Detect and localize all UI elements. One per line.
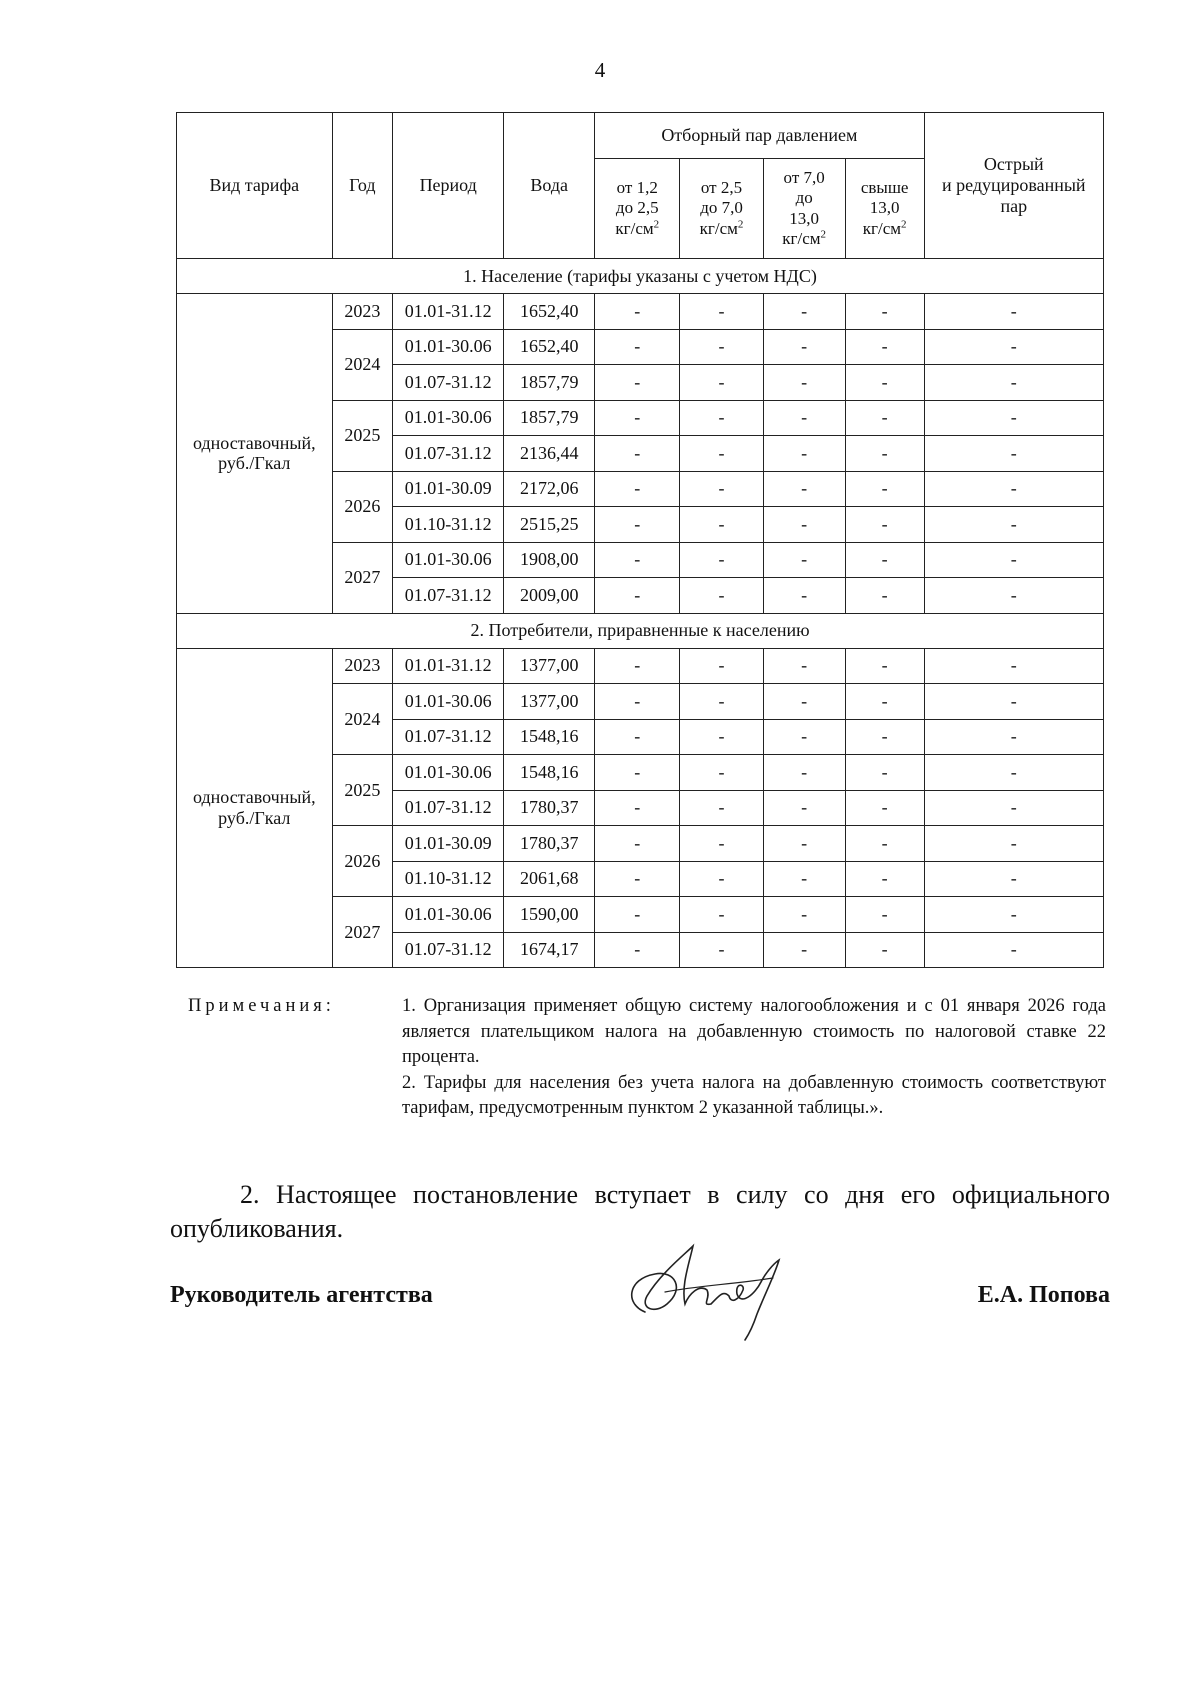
header-steam-4: свыше 13,0 $кг/см^2$ — [845, 159, 924, 259]
empty-value-cell: - — [595, 648, 680, 684]
period-cell: 01.07-31.12 — [393, 719, 504, 755]
empty-value-cell: - — [763, 932, 845, 968]
empty-value-cell: - — [680, 507, 763, 543]
period-cell: 01.01-30.06 — [393, 755, 504, 791]
empty-value-cell: - — [924, 436, 1103, 472]
empty-value-cell: - — [924, 400, 1103, 436]
signature-block — [170, 1262, 1110, 1382]
water-cell: 1652,40 — [504, 329, 595, 365]
empty-value-cell: - — [845, 932, 924, 968]
signer-name: Е.А. Попова — [977, 1282, 1110, 1308]
empty-value-cell: - — [680, 719, 763, 755]
page-number: 4 — [594, 58, 606, 82]
empty-value-cell: - — [763, 861, 845, 897]
empty-value-cell: - — [680, 471, 763, 507]
empty-value-cell: - — [595, 932, 680, 968]
table-header — [177, 113, 1104, 259]
period-cell: 01.07-31.12 — [393, 790, 504, 826]
empty-value-cell: - — [680, 365, 763, 401]
period-cell: 01.01-30.06 — [393, 684, 504, 720]
year-cell: 2023 — [332, 294, 393, 330]
water-cell: 1377,00 — [504, 684, 595, 720]
empty-value-cell: - — [924, 542, 1103, 578]
tariff-table — [176, 112, 1104, 968]
header-steam-1: от 1,2 до 2,5 $кг/см^2$ — [595, 159, 680, 259]
period-cell: 01.01-30.06 — [393, 329, 504, 365]
period-cell: 01.07-31.12 — [393, 932, 504, 968]
empty-value-cell: - — [680, 578, 763, 614]
empty-value-cell: - — [924, 861, 1103, 897]
empty-value-cell: - — [924, 471, 1103, 507]
empty-value-cell: - — [680, 932, 763, 968]
water-cell: 2136,44 — [504, 436, 595, 472]
table-row — [177, 294, 1104, 330]
header-steam-group: Отборный пар давлением — [595, 113, 925, 159]
water-cell: 1548,16 — [504, 755, 595, 791]
empty-value-cell: - — [845, 755, 924, 791]
empty-value-cell: - — [595, 294, 680, 330]
empty-value-cell: - — [595, 436, 680, 472]
empty-value-cell: - — [924, 755, 1103, 791]
empty-value-cell: - — [595, 329, 680, 365]
note-item: 2. Тарифы для населения без учета налога на добавленную стоимость соответствуют тарифам, предусмотренным пунктом 2 указанной таблицы.». — [402, 1072, 1106, 1119]
empty-value-cell: - — [680, 897, 763, 933]
year-cell: 2024 — [332, 329, 393, 400]
water-cell: 1857,79 — [504, 365, 595, 401]
water-cell: 1652,40 — [504, 294, 595, 330]
empty-value-cell: - — [763, 648, 845, 684]
notes-label: Примечания: — [188, 996, 335, 1016]
empty-value-cell: - — [595, 578, 680, 614]
header-steam-3: от 7,0 до 13,0 $кг/см^2$ — [763, 159, 845, 259]
water-cell: 1377,00 — [504, 648, 595, 684]
empty-value-cell: - — [680, 329, 763, 365]
empty-value-cell: - — [763, 826, 845, 862]
empty-value-cell: - — [845, 790, 924, 826]
empty-value-cell: - — [924, 790, 1103, 826]
empty-value-cell: - — [924, 719, 1103, 755]
empty-value-cell: - — [924, 578, 1103, 614]
empty-value-cell: - — [763, 897, 845, 933]
empty-value-cell: - — [680, 861, 763, 897]
empty-value-cell: - — [763, 790, 845, 826]
water-cell: 1590,00 — [504, 897, 595, 933]
year-cell: 2024 — [332, 684, 393, 755]
empty-value-cell: - — [680, 648, 763, 684]
table-body — [177, 259, 1104, 968]
empty-value-cell: - — [595, 684, 680, 720]
header-period: Период — [393, 113, 504, 259]
header-tariff-type: Вид тарифа — [177, 113, 333, 259]
empty-value-cell: - — [763, 507, 845, 543]
section-title: 1. Население (тарифы указаны с учетом НДС) — [177, 259, 1104, 294]
period-cell: 01.07-31.12 — [393, 365, 504, 401]
empty-value-cell: - — [763, 294, 845, 330]
empty-value-cell: - — [763, 684, 845, 720]
empty-value-cell: - — [680, 542, 763, 578]
empty-value-cell: - — [763, 578, 845, 614]
period-cell: 01.01-30.06 — [393, 897, 504, 933]
period-cell: 01.01-30.09 — [393, 826, 504, 862]
empty-value-cell: - — [845, 507, 924, 543]
empty-value-cell: - — [595, 365, 680, 401]
empty-value-cell: - — [924, 507, 1103, 543]
water-cell: 2061,68 — [504, 861, 595, 897]
empty-value-cell: - — [680, 826, 763, 862]
water-cell: 1780,37 — [504, 790, 595, 826]
water-cell: 1780,37 — [504, 826, 595, 862]
signer-title: Руководитель агентства — [170, 1282, 433, 1308]
empty-value-cell: - — [924, 648, 1103, 684]
header-water: Вода — [504, 113, 595, 259]
empty-value-cell: - — [763, 329, 845, 365]
period-cell: 01.01-30.09 — [393, 471, 504, 507]
tariff-type-cell: одноставочный, руб./Гкал — [177, 294, 333, 614]
period-cell: 01.01-30.06 — [393, 400, 504, 436]
period-cell: 01.01-31.12 — [393, 648, 504, 684]
empty-value-cell: - — [763, 400, 845, 436]
water-cell: 2009,00 — [504, 578, 595, 614]
water-cell: 1908,00 — [504, 542, 595, 578]
water-cell: 2515,25 — [504, 507, 595, 543]
empty-value-cell: - — [924, 826, 1103, 862]
period-cell: 01.07-31.12 — [393, 578, 504, 614]
empty-value-cell: - — [845, 400, 924, 436]
empty-value-cell: - — [845, 329, 924, 365]
year-cell: 2023 — [332, 648, 393, 684]
empty-value-cell: - — [845, 861, 924, 897]
table-row — [177, 648, 1104, 684]
empty-value-cell: - — [845, 719, 924, 755]
empty-value-cell: - — [763, 542, 845, 578]
header-year: Год — [332, 113, 393, 259]
empty-value-cell: - — [595, 400, 680, 436]
period-cell: 01.07-31.12 — [393, 436, 504, 472]
empty-value-cell: - — [595, 790, 680, 826]
empty-value-cell: - — [845, 826, 924, 862]
empty-value-cell: - — [763, 719, 845, 755]
empty-value-cell: - — [595, 897, 680, 933]
empty-value-cell: - — [763, 471, 845, 507]
empty-value-cell: - — [924, 932, 1103, 968]
period-cell: 01.01-31.12 — [393, 294, 504, 330]
year-cell: 2026 — [332, 471, 393, 542]
empty-value-cell: - — [845, 684, 924, 720]
year-cell: 2027 — [332, 897, 393, 968]
year-cell: 2026 — [332, 826, 393, 897]
empty-value-cell: - — [595, 755, 680, 791]
year-cell: 2027 — [332, 542, 393, 613]
water-cell: 2172,06 — [504, 471, 595, 507]
empty-value-cell: - — [763, 365, 845, 401]
header-steam-2: от 2,5 до 7,0 $кг/см^2$ — [680, 159, 763, 259]
empty-value-cell: - — [845, 294, 924, 330]
empty-value-cell: - — [680, 755, 763, 791]
empty-value-cell: - — [924, 684, 1103, 720]
notes-body — [402, 994, 1106, 1122]
empty-value-cell: - — [924, 365, 1103, 401]
section-title: 2. Потребители, приравненные к населению — [177, 613, 1104, 648]
empty-value-cell: - — [680, 684, 763, 720]
empty-value-cell: - — [845, 578, 924, 614]
period-cell: 01.10-31.12 — [393, 861, 504, 897]
year-cell: 2025 — [332, 755, 393, 826]
period-cell: 01.01-30.06 — [393, 542, 504, 578]
empty-value-cell: - — [845, 648, 924, 684]
tariff-type-cell: одноставочный, руб./Гкал — [177, 648, 333, 968]
year-cell: 2025 — [332, 400, 393, 471]
empty-value-cell: - — [680, 400, 763, 436]
empty-value-cell: - — [680, 790, 763, 826]
water-cell: 1548,16 — [504, 719, 595, 755]
empty-value-cell: - — [680, 436, 763, 472]
empty-value-cell: - — [924, 294, 1103, 330]
empty-value-cell: - — [845, 471, 924, 507]
empty-value-cell: - — [680, 294, 763, 330]
empty-value-cell: - — [924, 897, 1103, 933]
empty-value-cell: - — [595, 542, 680, 578]
empty-value-cell: - — [845, 897, 924, 933]
empty-value-cell: - — [595, 471, 680, 507]
empty-value-cell: - — [924, 329, 1103, 365]
empty-value-cell: - — [845, 542, 924, 578]
empty-value-cell: - — [595, 507, 680, 543]
empty-value-cell: - — [595, 861, 680, 897]
empty-value-cell: - — [845, 365, 924, 401]
period-cell: 01.10-31.12 — [393, 507, 504, 543]
water-cell: 1674,17 — [504, 932, 595, 968]
handwritten-signature — [615, 1234, 795, 1344]
empty-value-cell: - — [595, 719, 680, 755]
empty-value-cell: - — [595, 826, 680, 862]
header-sharp-steam: Острый и редуцированный пар — [924, 113, 1103, 259]
empty-value-cell: - — [763, 755, 845, 791]
paragraph-effective-date: 2. Настоящее постановление вступает в силу со дня его официального опубликования. — [170, 1180, 1110, 1244]
note-item: 1. Организация применяет общую систему налогообложения и с 01 января 2026 года является плательщиком налога на добавленную стоимость по налоговой ставке 22 процента. — [402, 996, 1106, 1068]
empty-value-cell: - — [845, 436, 924, 472]
empty-value-cell: - — [763, 436, 845, 472]
water-cell: 1857,79 — [504, 400, 595, 436]
